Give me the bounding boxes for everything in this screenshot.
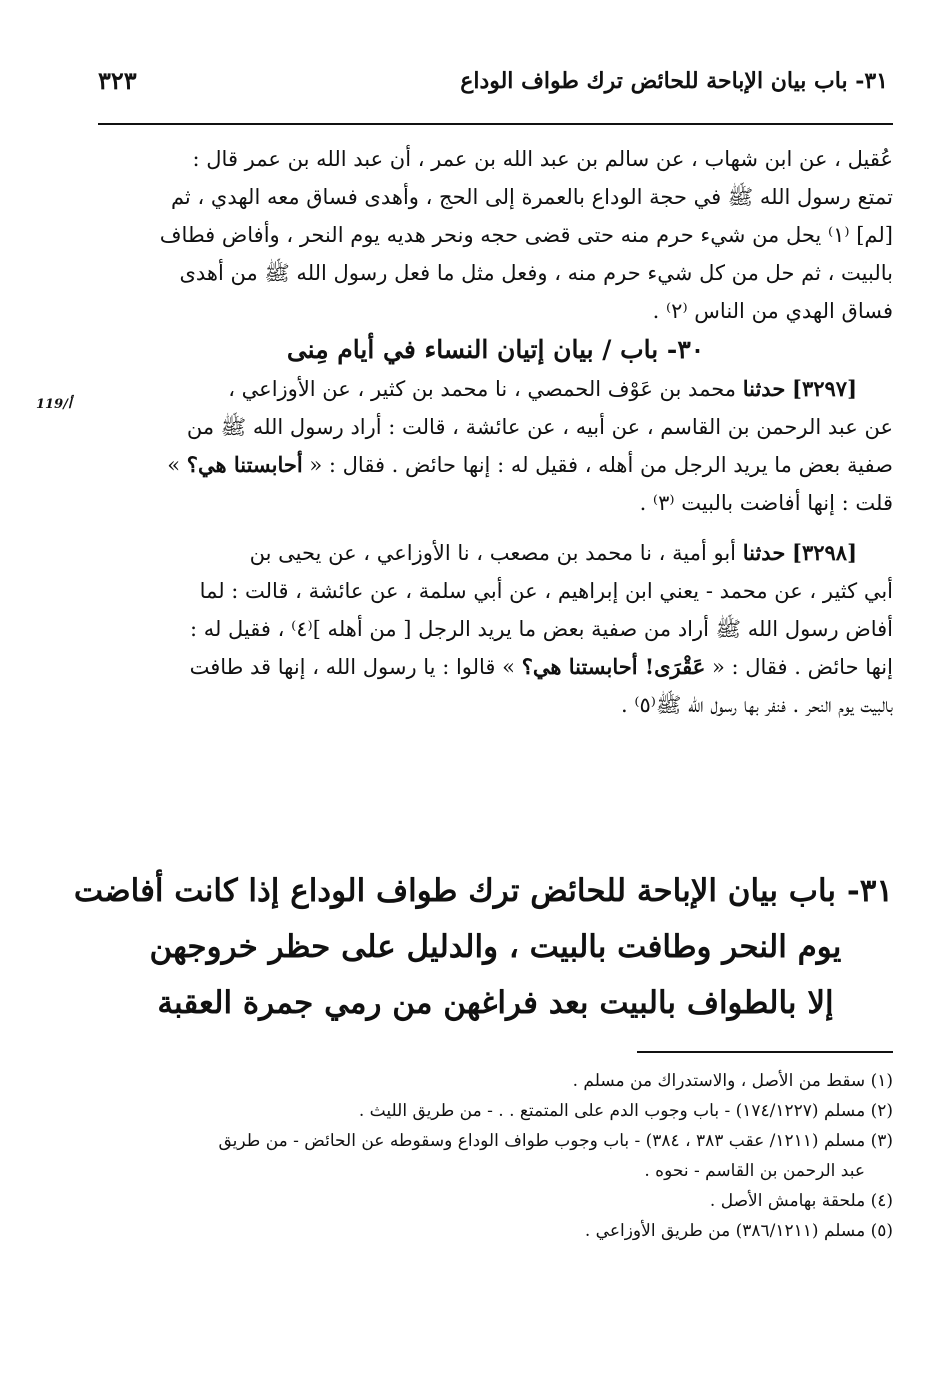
text-span: » (167, 453, 181, 477)
hadith-number: [٣٢٩٨] (792, 540, 857, 565)
heading-line: ٣١- باب بيان الإباحة للحائض ترك طواف الوداع إذا كانت أفاضت (73, 873, 893, 909)
footnote: (٣) مسلم (١٢١١/ عقب ٣٨٣ ، ٣٨٤) - باب وجوب طواف الوداع وسقوطه عن الحائض - من طريق (218, 1131, 893, 1151)
chapter-heading-30: ٣٠- باب / بيان إتيان النساء في أيام مِنى (286, 335, 705, 364)
text-line: بالبيت ، ثم حل من كل شيء حرم منه ، وفعل مثل ما فعل رسول الله ﷺ من أهدى (179, 261, 893, 285)
footnote-rule (637, 1051, 893, 1053)
text-line: تمتع رسول الله ﷺ في حجة الوداع بالعمرة إلى الحج ، وأهدى فساق معه الهدي ، ثم (170, 185, 893, 209)
hadith-3297-line: قلت : إنها أفاضت بالبيت ⁽٣⁾ . (639, 491, 893, 515)
running-title: ٣١- باب بيان الإباحة للحائض ترك طواف الوداع (460, 68, 888, 94)
text-line: [لم] ⁽١⁾ يحل من شيء حرم منه حتى قضى حجه ونحر هديه يوم النحر ، وأفاض فطاف (159, 223, 893, 247)
hadith-3298-line (98, 534, 893, 572)
text-span: » قالوا : يا رسول الله ، إنها قد طافت (189, 655, 515, 679)
running-header (98, 62, 888, 112)
heading-line: يوم النحر وطافت بالبيت ، والدليل على حظر خروجهن (149, 929, 842, 965)
haddathana-word: حدثنا (742, 540, 786, 565)
chapter-heading-31 (73, 863, 893, 1031)
text-line: فساق الهدي من الناس ⁽٢⁾ . (652, 299, 893, 323)
quoted-saying: أحابستنا هي؟ (186, 452, 303, 477)
hadith-number: [٣٢٩٧] (792, 376, 857, 401)
header-rule (98, 123, 893, 125)
hadith-3298-line (98, 648, 893, 686)
main-text (98, 140, 893, 724)
page-number: ٣٢٣ (98, 66, 137, 95)
heading-line: إلا بالطواف بالبيت بعد فراغهن من رمي جمرة العقبة (157, 985, 834, 1021)
hadith-3297-line (98, 370, 893, 408)
footnote-continuation: عبد الرحمن بن القاسم - نحوه . (644, 1161, 865, 1181)
quoted-saying: عَقْرَى! أحابستنا هي؟ (521, 654, 706, 679)
text-span: محمد بن عَوْف الحمصي ، نا محمد بن كثير ، عن الأوزاعي ، (228, 377, 737, 401)
footnotes (98, 1066, 893, 1246)
hadith-3297-line: عن عبد الرحمن بن القاسم ، عن أبيه ، عن عائشة ، قالت : أراد رسول الله ﷺ من (186, 415, 893, 439)
footnote: (١) سقط من الأصل ، والاستدراك من مسلم . (572, 1071, 893, 1091)
hadith-3298-line: بالبيت يوم النحر . فنفر بها رسول الله ﷺ⁽٥⁾ . (620, 693, 893, 717)
footnote: (٤) ملحقة بهامش الأصل . (709, 1191, 893, 1211)
paragraph-gap (98, 522, 893, 534)
manuscript-folio-ref: 119/أ (36, 397, 72, 412)
text-span: أبو أمية ، نا محمد بن مصعب ، نا الأوزاعي ، عن يحيى بن (249, 541, 737, 565)
text-line: عُقيل ، عن ابن شهاب ، عن سالم بن عبد الله بن عمر ، أن عبد الله بن عمر قال : (192, 147, 893, 171)
text-span: إنها حائض . فقال : « (711, 655, 893, 679)
footnote: (٥) مسلم (٣٨٦/١٢١١) من طريق الأوزاعي . (584, 1221, 893, 1241)
haddathana-word: حدثنا (742, 376, 786, 401)
hadith-3297-line (98, 446, 893, 484)
footnote: (٢) مسلم (١٧٤/١٢٢٧) - باب وجوب الدم على المتمتع . . - من طريق الليث . (358, 1101, 893, 1121)
hadith-3298-line: أبي كثير ، عن محمد - يعني ابن إبراهيم ، عن أبي سلمة ، عن عائشة ، قالت : لما (199, 579, 893, 603)
hadith-3298-line: أفاض رسول الله ﷺ أراد من صفية بعض ما يريد الرجل [ من أهله ]⁽٤⁾ ، فقيل له : (189, 617, 893, 641)
text-span: صفية بعض ما يريد الرجل من أهله ، فقيل له : إنها حائض . فقال : « (309, 453, 893, 477)
